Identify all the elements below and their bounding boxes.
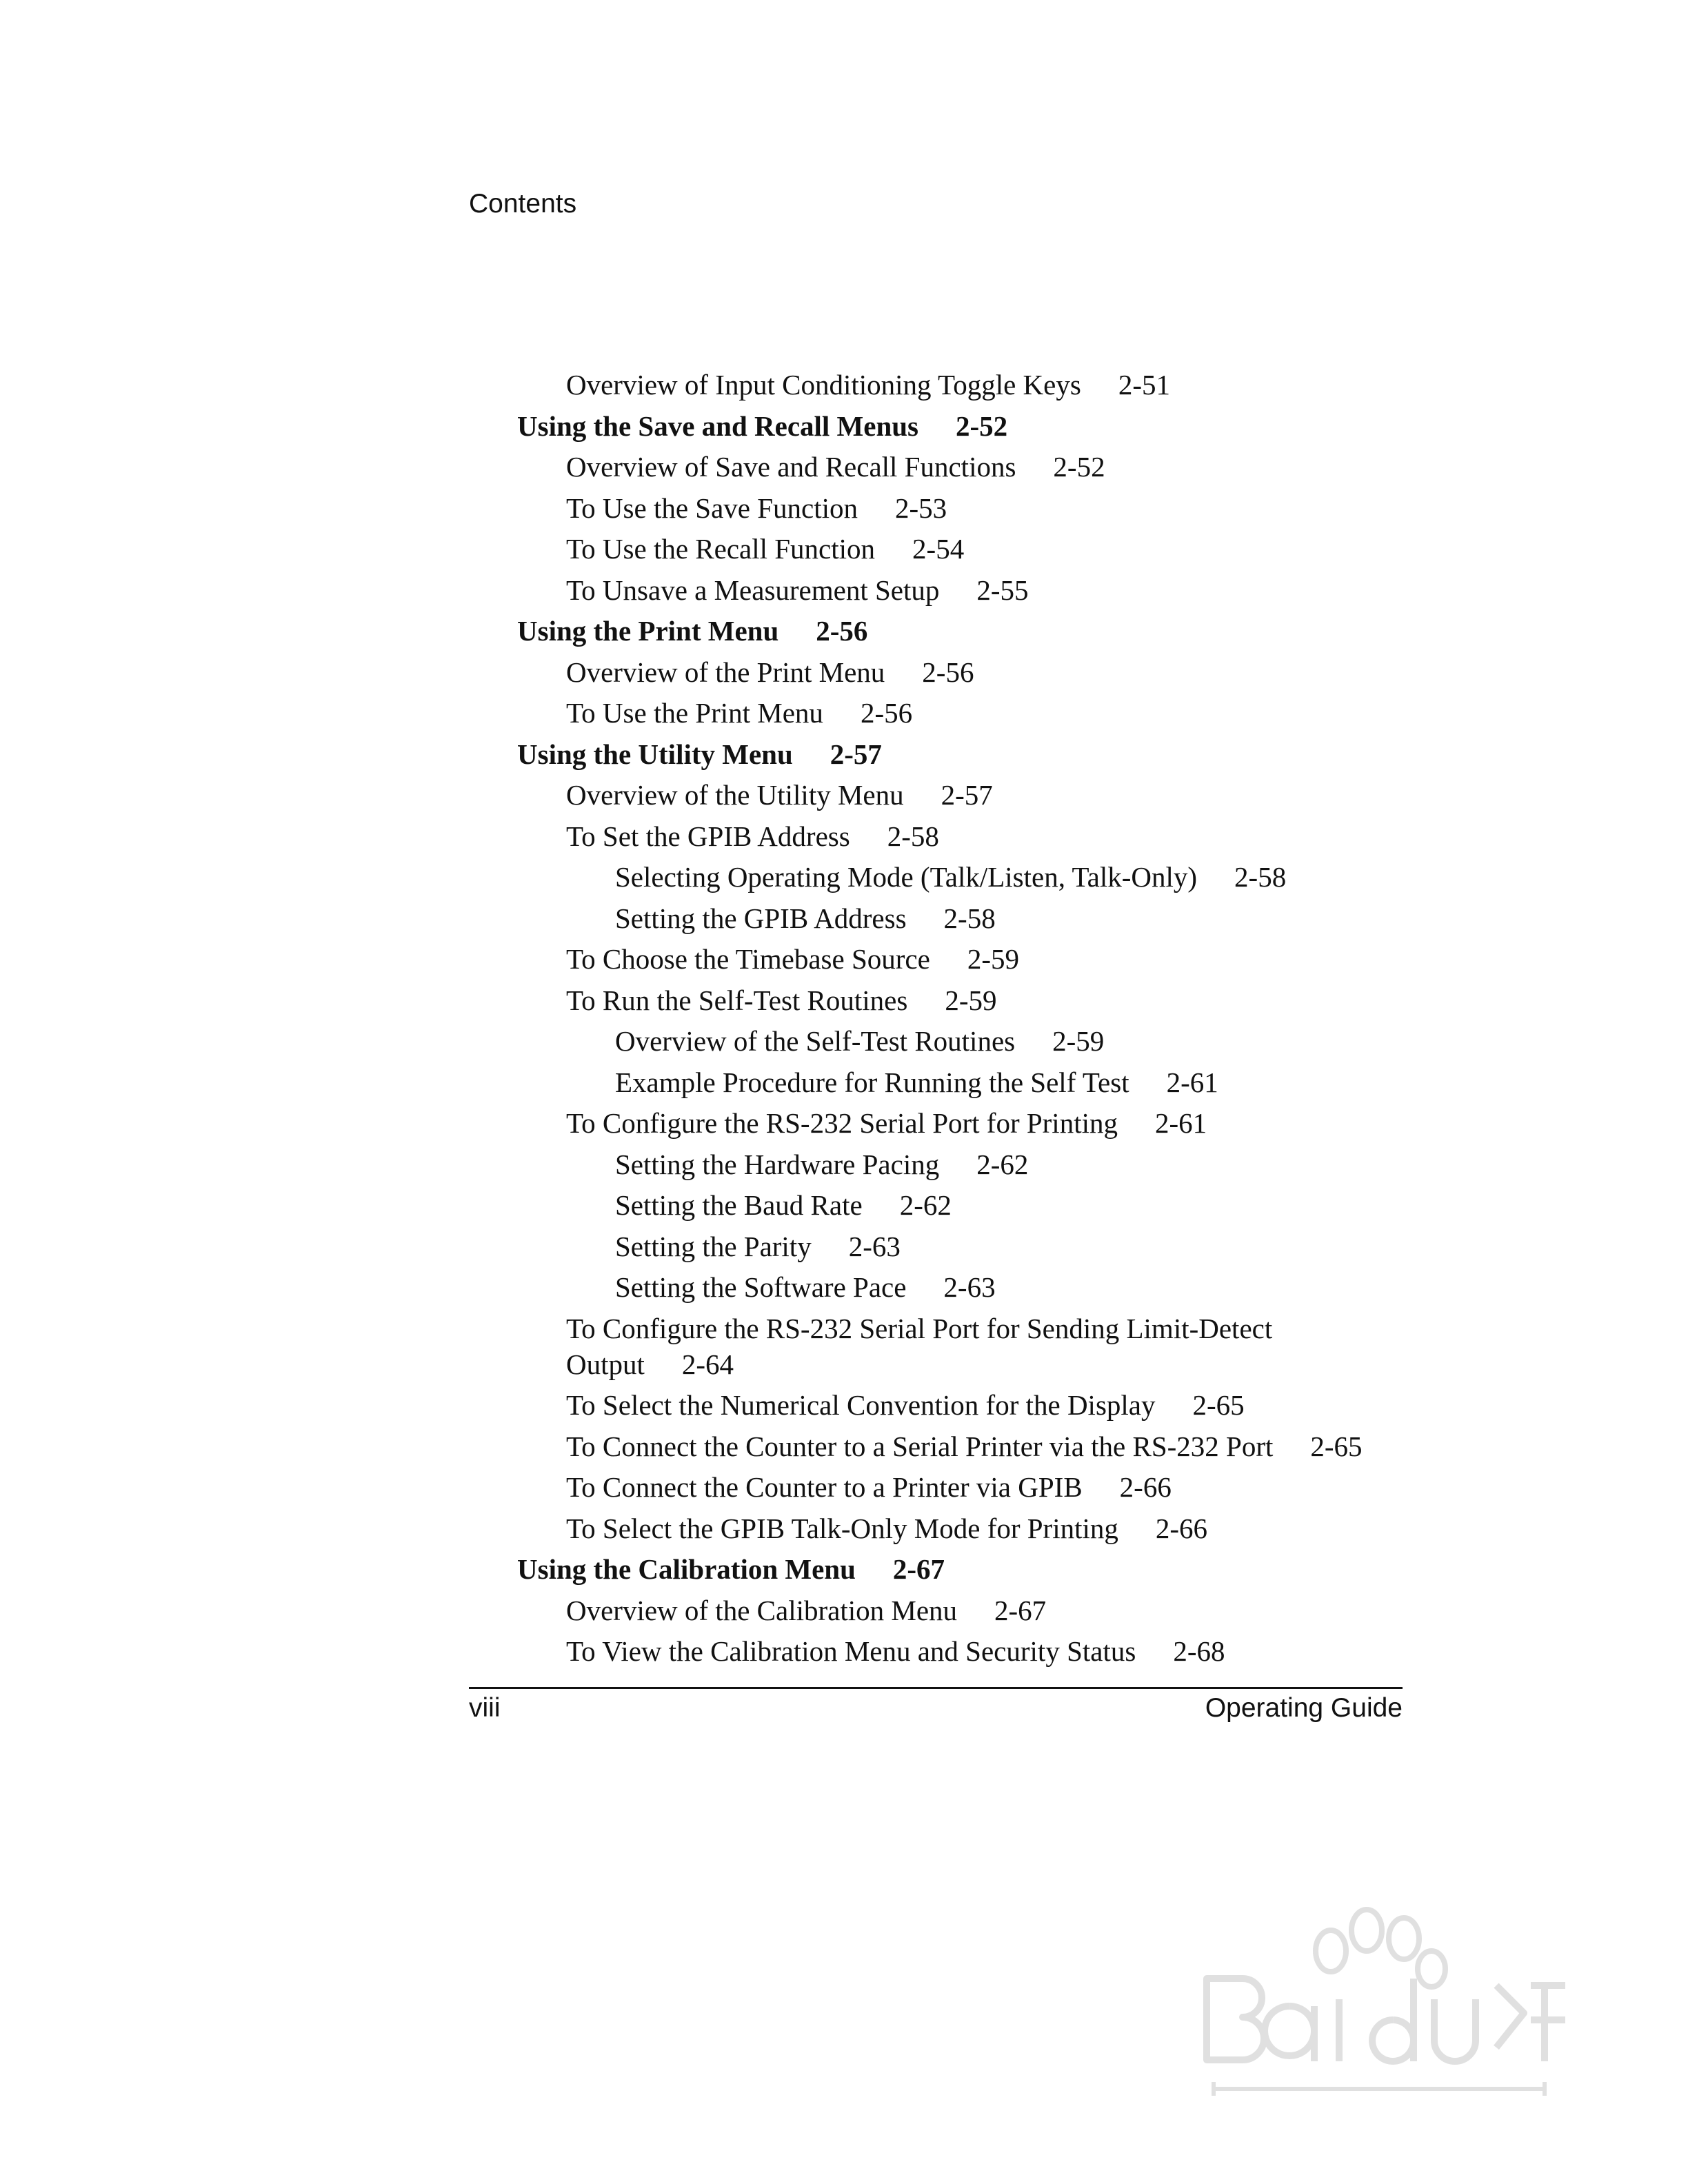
toc-entry-title: To Connect the Counter to a Printer via GPIB [566, 1471, 1083, 1503]
toc-entry[interactable] [615, 859, 1286, 895]
toc-entry-title: Overview of the Print Menu [566, 656, 885, 688]
toc-entry-title-line2: Output [566, 1348, 645, 1380]
toc-entry[interactable] [615, 1228, 901, 1264]
toc-entry[interactable] [566, 1428, 1363, 1464]
toc-entry-title: Overview of the Utility Menu [566, 779, 904, 811]
baidu-jingyan-watermark [1186, 1903, 1572, 2110]
toc-entry[interactable] [566, 1593, 1046, 1628]
toc-entry-title: Overview of the Self-Test Routines [615, 1025, 1016, 1057]
toc-entry-title: To Configure the RS-232 Serial Port for Sending Limit-Detect [566, 1313, 1273, 1344]
toc-entry[interactable] [566, 531, 964, 567]
toc-entry-page: 2-62 [976, 1149, 1029, 1180]
toc-entry-page: 2-52 [1053, 451, 1105, 483]
toc-entry-title: Example Procedure for Running the Self Test [615, 1066, 1129, 1098]
toc-entry-page: 2-56 [922, 656, 974, 688]
toc-entry[interactable] [566, 941, 1019, 977]
toc-entry-page: 2-59 [945, 984, 997, 1016]
toc-entry-title: Setting the Hardware Pacing [615, 1149, 940, 1180]
toc-entry[interactable] [615, 1146, 1028, 1182]
toc-entry[interactable] [615, 1023, 1104, 1059]
toc-entry-title: To Run the Self-Test Routines [566, 984, 908, 1016]
toc-entry-page: 2-68 [1173, 1635, 1225, 1667]
toc-entry[interactable] [517, 736, 882, 772]
toc-entry-page: 2-62 [899, 1189, 952, 1221]
toc-entry-page: 2-59 [967, 943, 1019, 975]
running-head: Contents [469, 189, 577, 219]
toc-entry-title-continuation [566, 1346, 1272, 1382]
toc-entry-page: 2-61 [1154, 1107, 1207, 1139]
toc-entry[interactable] [566, 1105, 1207, 1141]
toc-entry-title: To Use the Print Menu [566, 697, 823, 729]
toc-entry-page: 2-51 [1118, 369, 1170, 401]
toc-entry-page: 2-57 [941, 779, 993, 811]
toc-entry[interactable] [566, 490, 947, 526]
toc-entry-title: To Choose the Timebase Source [566, 943, 930, 975]
toc-entry-page: 2-64 [681, 1348, 734, 1380]
toc-entry-page: 2-67 [994, 1595, 1047, 1626]
toc-entry-page: 2-57 [830, 738, 882, 770]
toc-entry-page: 2-55 [976, 574, 1029, 606]
toc-entry[interactable] [517, 1551, 945, 1587]
toc-entry-title: To Connect the Counter to a Serial Printer via the RS-232 Port [566, 1430, 1274, 1462]
toc-entry-title: To Use the Recall Function [566, 533, 876, 565]
toc-entry-title: Setting the Parity [615, 1231, 812, 1262]
toc-entry-title: Overview of Input Conditioning Toggle Keys [566, 369, 1081, 401]
toc-entry-title: To Select the Numerical Convention for the Display [566, 1389, 1156, 1421]
toc-entry-title: Using the Print Menu [517, 615, 779, 647]
toc-entry-title: To Select the GPIB Talk-Only Mode for Printing [566, 1513, 1118, 1544]
toc-entry-page: 2-56 [816, 615, 868, 647]
toc-entry-page: 2-58 [943, 902, 996, 934]
toc-entry-page: 2-63 [848, 1231, 901, 1262]
toc-entry[interactable] [566, 367, 1170, 403]
toc-entry[interactable] [566, 1633, 1225, 1669]
toc-entry-title: To Configure the RS-232 Serial Port for Printing [566, 1107, 1118, 1139]
toc-entry[interactable] [615, 900, 996, 936]
toc-entry[interactable] [615, 1269, 996, 1305]
toc-entry-title: Setting the Software Pace [615, 1271, 907, 1303]
toc-entry-page: 2-63 [943, 1271, 996, 1303]
toc-entry-title: To Unsave a Measurement Setup [566, 574, 940, 606]
toc-entry-title: To View the Calibration Menu and Security Status [566, 1635, 1136, 1667]
toc-entry[interactable] [566, 572, 1029, 608]
toc-entry-page: 2-54 [912, 533, 965, 565]
toc-entry-title: Using the Calibration Menu [517, 1553, 856, 1585]
toc-entry[interactable] [566, 1387, 1245, 1423]
toc-entry-title: Setting the GPIB Address [615, 902, 907, 934]
toc-entry-page: 2-58 [1234, 861, 1287, 893]
toc-entry-title: Setting the Baud Rate [615, 1189, 863, 1221]
toc-entry[interactable] [566, 1469, 1172, 1505]
toc-entry[interactable] [566, 1311, 1272, 1382]
toc-entry[interactable] [517, 613, 867, 649]
toc-entry-title: To Use the Save Function [566, 492, 858, 524]
toc-entry[interactable] [615, 1064, 1218, 1100]
toc-entry-page: 2-52 [956, 410, 1008, 442]
footer-rule [469, 1687, 1403, 1689]
toc-entry[interactable] [615, 1187, 952, 1223]
toc-entry-page: 2-58 [887, 820, 939, 852]
toc-entry-page: 2-66 [1119, 1471, 1172, 1503]
toc-entry-page: 2-65 [1192, 1389, 1245, 1421]
toc-entry-page: 2-66 [1155, 1513, 1208, 1544]
toc-entry-title: Using the Save and Recall Menus [517, 410, 919, 442]
toc-entry-title: Selecting Operating Mode (Talk/Listen, Talk-Only) [615, 861, 1198, 893]
toc-entry-page: 2-67 [892, 1553, 945, 1585]
footer-book-title: Operating Guide [1205, 1693, 1403, 1723]
toc-entry-title: Overview of the Calibration Menu [566, 1595, 958, 1626]
toc-entry-page: 2-61 [1166, 1066, 1218, 1098]
toc-entry[interactable] [566, 1510, 1207, 1546]
toc-entry[interactable] [566, 449, 1105, 485]
toc-entry-page: 2-65 [1310, 1430, 1363, 1462]
toc-entry-page: 2-53 [895, 492, 947, 524]
toc-entry-title: To Set the GPIB Address [566, 820, 850, 852]
toc-entry[interactable] [517, 408, 1007, 444]
footer-page-number: viii [469, 1693, 501, 1723]
toc-entry[interactable] [566, 982, 996, 1018]
toc-entry-title: Using the Utility Menu [517, 738, 793, 770]
toc-entry[interactable] [566, 654, 974, 690]
baidu-paw-logo-icon [1186, 1903, 1572, 2110]
toc-entry-title: Overview of Save and Recall Functions [566, 451, 1016, 483]
toc-entry[interactable] [566, 777, 993, 813]
toc-entry-page: 2-56 [860, 697, 913, 729]
toc-entry[interactable] [566, 818, 939, 854]
toc-entry-page: 2-59 [1052, 1025, 1105, 1057]
toc-entry[interactable] [566, 695, 912, 731]
